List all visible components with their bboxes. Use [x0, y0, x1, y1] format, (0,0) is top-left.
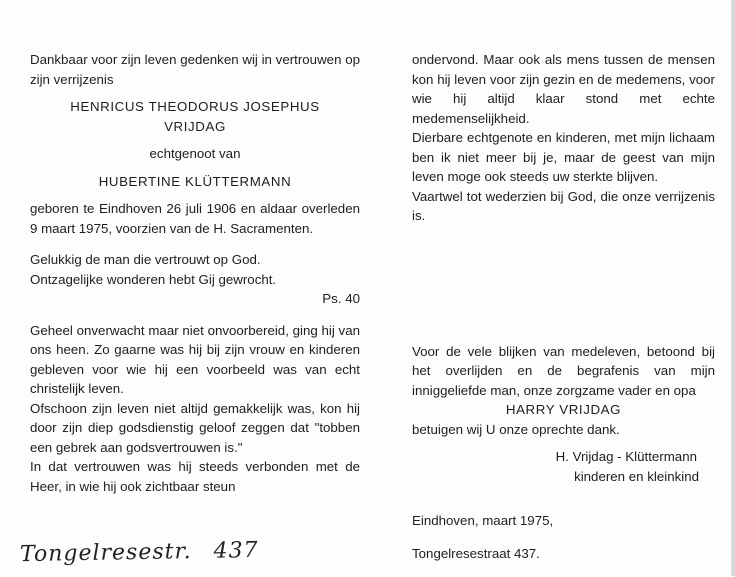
- right-column: [412, 50, 715, 577]
- handwritten-street: Tongelresestr.: [19, 539, 192, 568]
- deceased-name-line1: HENRICUS THEODORUS JOSEPHUS: [70, 99, 320, 114]
- thanks-text: Voor de vele blijken van medeleven, betoond bij het overlijden en de begrafenis van mijn inniggeliefde man, onze zorgzame vader en opa: [412, 343, 715, 398]
- spouse-prefix: echtgenoot van: [149, 146, 241, 161]
- birth-death-text: geboren te Eindhoven 26 juli 1906 en aldaar overleden 9 maart 1975, voorzien van de H. Sacramenten.: [30, 201, 360, 236]
- handwritten-annotation: [20, 538, 259, 567]
- right-paragraph-2: Dierbare echtgenote en kinderen, met mijn lichaam ben ik niet meer bij je, maar de geest van mijn leven moge ook steeds uw sterkte blijven.: [412, 130, 715, 184]
- paragraph-2: Ofschoon zijn leven niet altijd gemakkelijk was, kon hij door zijn diep godsdienstig geloof zeggen dat "tobben een gebrek aan godsvertrouwen is.": [30, 400, 360, 455]
- thanks-end: betuigen wij U onze oprechte dank.: [412, 421, 620, 437]
- intro-text: Dankbaar voor zijn leven gedenken wij in vertrouwen op zijn verrijzenis: [30, 52, 360, 87]
- handwritten-number: 437: [213, 537, 259, 564]
- psalm-line2: Ontzagelijke wonderen hebt Gij gewrocht.: [30, 271, 277, 287]
- card-edge: [731, 0, 735, 576]
- paragraph-3: In dat vertrouwen was hij steeds verbonden met de Heer, in wie hij ook zichtbaar steun: [30, 459, 360, 494]
- thanks-name: HARRY VRIJDAG: [505, 402, 622, 417]
- deceased-name-line2: VRIJDAG: [164, 118, 226, 134]
- spouse-name: HUBERTINE KLÜTTERMANN: [98, 173, 292, 189]
- place-date: Eindhoven, maart 1975,: [412, 513, 554, 529]
- signature-line2: kinderen en kleinkind: [574, 468, 699, 484]
- psalm-reference: Ps. 40: [322, 291, 360, 306]
- signature-line1: H. Vrijdag - Klüttermann: [555, 449, 697, 464]
- address: Tongelresestraat 437.: [412, 546, 540, 562]
- right-paragraph-3: Vaartwel tot wederzien bij God, die onze verrijzenis is.: [412, 188, 715, 223]
- paragraph-1: Geheel onverwacht maar niet onvoorbereid, ging hij van ons heen. Zo gaarne was hij bij zijn vrouw en kinderen gebleven voor wie hij een voorbeeld was van echt christelijk leven.: [30, 322, 360, 396]
- left-column: [30, 50, 360, 496]
- right-paragraph-1: ondervond. Maar ook als mens tussen de mensen kon hij leven voor zijn gezin en de medemens, voor wie hij altijd klaar stond met echte medemenselijkheid.: [412, 52, 715, 126]
- psalm-line1: Gelukkig de man die vertrouwt op God.: [30, 252, 261, 267]
